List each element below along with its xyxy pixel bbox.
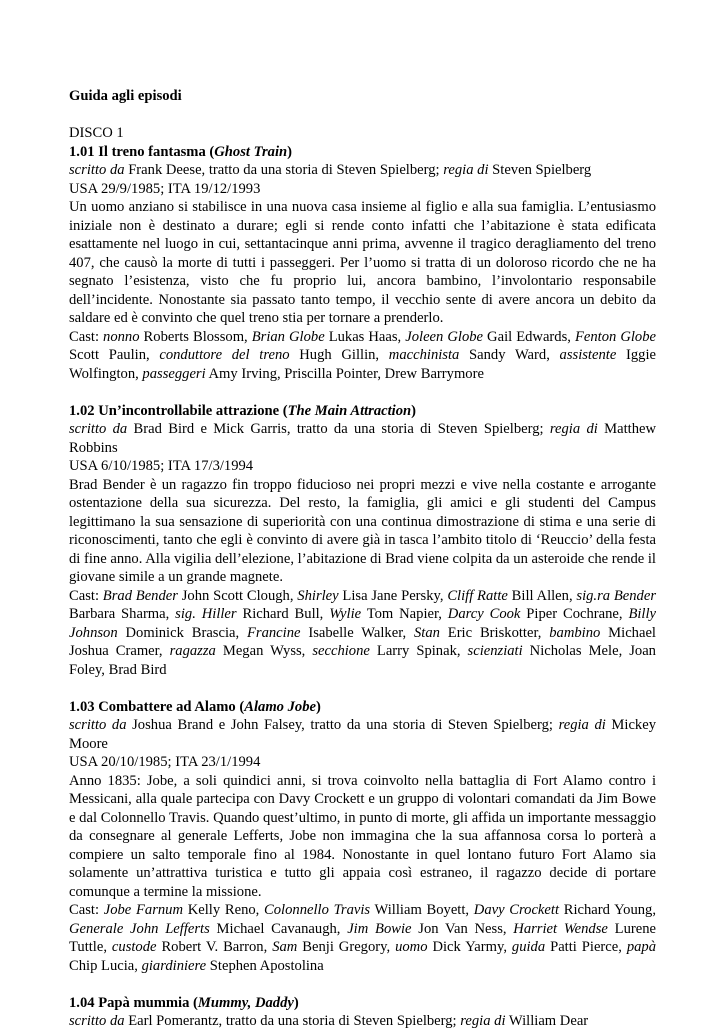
episode-title-it: 1.03 Combattere ad Alamo	[69, 698, 236, 715]
role-name: Joleen Globe	[405, 328, 484, 345]
text-run: Lurene Tuttle,	[69, 920, 656, 955]
role-name: Fenton Globe	[574, 328, 656, 345]
text-run: Megan Wyss,	[215, 643, 313, 659]
episode-cast	[69, 328, 656, 384]
role-name: Colonnello Travis	[264, 902, 371, 918]
role-name: scritto da	[69, 421, 128, 437]
spacer	[69, 975, 656, 994]
role-name: conduttore del treno	[159, 347, 290, 363]
text-run: Tom Napier,	[361, 606, 448, 622]
episode-title	[69, 143, 656, 162]
role-name: scritto da	[69, 1013, 125, 1029]
role-name: regia di	[558, 717, 606, 733]
text-run: Isabelle Walker,	[300, 624, 414, 641]
text-run: Frank Deese, tratto da una storia di Steven Spielberg;	[124, 162, 444, 178]
role-name: Jim Bowie	[347, 920, 412, 937]
paren: )	[411, 402, 417, 419]
text-run: Robert V. Barron,	[156, 939, 273, 955]
role-name: Stan	[413, 624, 440, 641]
text-run: Barbara Sharma,	[69, 606, 176, 622]
text-run: Cast:	[69, 902, 104, 918]
episode-title-it: 1.01 Il treno fantasma	[69, 143, 206, 160]
episode-title-original: Mummy, Daddy	[197, 994, 294, 1011]
text-run: Matthew Robbins	[69, 421, 657, 456]
episode-block	[69, 679, 656, 975]
text-run: Larry Spinak,	[369, 643, 468, 659]
episode-synopsis: Brad Bender è un ragazzo fin troppo fiducioso nei propri mezzi e vive nella costante e arrogante ostentazione della sua sicurezza. Del resto, la famiglia, gli amici e gli studenti del Campus legittimano la sua sensazione di superiorità con una continua dimostrazione di stima e una serie di riconoscimenti, tanto che egli è convinto di avere già in tasca l’ambito titolo di ‘Reuccio’ della festa di fine anno. Alla vigilia dell’elezione, l’abitazione di Brad viene colpita da un asteroide che rende il giovane simile a un grande magnete.	[69, 476, 656, 585]
paren: (	[235, 698, 245, 715]
text-run: Hugh Gillin,	[289, 347, 389, 363]
role-name: Generale John Lefferts	[69, 920, 210, 937]
text-run: Patti Pierce,	[545, 939, 627, 955]
role-name: Wylie	[329, 606, 362, 622]
text-run: Roberts Blossom,	[139, 328, 252, 345]
role-name: giardiniere	[141, 957, 207, 974]
text-run: Nicholas Mele, Joan Foley, Brad Bird	[69, 643, 656, 678]
text-run: Bill Allen,	[507, 587, 577, 604]
episode-title-it: 1.04 Papà mummia	[69, 994, 190, 1011]
spacer	[69, 383, 656, 402]
text-run: Amy Irving, Priscilla Pointer, Drew Barrymore	[205, 365, 484, 382]
text-run: Benji Gregory,	[297, 939, 396, 955]
spacer	[69, 106, 656, 125]
role-name: scienziati	[467, 643, 523, 659]
episode-list	[69, 143, 656, 1031]
text-run: Scott Paulin,	[69, 347, 160, 363]
role-name: Brad Bender	[102, 587, 178, 604]
role-name: regia di	[460, 1013, 506, 1029]
episode-cast	[69, 587, 656, 680]
paren: (	[205, 143, 215, 160]
text-run: Dominick Brascia,	[117, 624, 247, 641]
episode-airdates: USA 20/10/1985; ITA 23/1/1994	[69, 754, 261, 770]
role-name: regia di	[443, 162, 489, 178]
role-name: sig.ra Bender	[576, 587, 656, 604]
page-heading: Guida agli episodi	[69, 88, 182, 104]
role-name: assistente	[559, 347, 617, 363]
role-name: passeggeri	[142, 365, 206, 382]
text-run: Sandy Ward,	[459, 347, 560, 363]
episode-synopsis: Anno 1835: Jobe, a soli quindici anni, si trova coinvolto nella battaglia di Fort Alamo contro i Messicani, alla quale partecipa con Davy Crockett e un gruppo di volontari comandati da Jim Bowe e dal Colonnello Travis. Quando quest’ultimo, in punto di morte, gli affida un importante messaggio da consegnare al generale Lefferts, Jobe non immagina che la sua affannosa corsa lo porterà a compiere un salto temporale fino al 1984. Nonostante in quel lontano futuro Fort Alamo sia solamente un’attrattiva turistica e tutto gli appaia così estraneo, il ragazzo decide di portare comunque a termine la missione.	[69, 772, 656, 900]
text-run: Earl Pomerantz, tratto da una storia di Steven Spielberg;	[124, 1013, 461, 1029]
text-run: Brad Bird e Mick Garris, tratto da una storia di Steven Spielberg;	[127, 421, 550, 437]
text-run: Cast:	[69, 587, 103, 604]
text-run: Richard Young,	[559, 902, 656, 918]
episode-credits	[69, 716, 656, 753]
episode-title-it: 1.02 Un’incontrollabile attrazione	[69, 402, 280, 419]
role-name: scritto da	[69, 162, 125, 178]
role-name: Sam	[272, 939, 298, 955]
episode-credits	[69, 420, 656, 457]
episode-block	[69, 975, 656, 1031]
paren: )	[287, 143, 292, 160]
role-name: sig. Hiller	[175, 606, 237, 622]
episode-title	[69, 698, 656, 717]
text-run: William Dear	[505, 1013, 589, 1029]
role-name: uomo	[395, 939, 428, 955]
role-name: papà	[626, 939, 657, 955]
episode-block	[69, 383, 656, 679]
text-run: Richard Bull,	[236, 606, 330, 622]
role-name: macchinista	[388, 347, 460, 363]
role-name: bambino	[549, 624, 601, 641]
text-run: John Scott Clough,	[177, 587, 298, 604]
role-name: custode	[111, 939, 157, 955]
role-name: Francine	[246, 624, 301, 641]
paren: )	[293, 994, 299, 1011]
text-run: Jon Van Ness,	[411, 920, 514, 937]
text-run: William Boyett,	[370, 902, 474, 918]
role-name: nonno	[103, 328, 140, 345]
role-name: ragazza	[169, 643, 216, 659]
episode-airdates: USA 6/10/1985; ITA 17/3/1994	[69, 458, 254, 474]
text-run: Gail Edwards,	[483, 328, 575, 345]
text-run: Steven Spielberg	[488, 162, 592, 178]
text-run: Chip Lucia,	[69, 957, 142, 974]
paren: (	[189, 994, 198, 1011]
text-run: Michael Cavanaugh,	[209, 920, 348, 937]
disc-label: DISCO 1	[69, 125, 124, 141]
episode-credits	[69, 161, 656, 180]
text-run: Michael Joshua Cramer,	[69, 624, 656, 659]
role-name: Brian Globe	[251, 328, 325, 345]
episode-synopsis: Un uomo anziano si stabilisce in una nuova casa insieme al figlio e alla sua famiglia. L’entusiasmo iniziale non è destinato a durare; egli si rende conto infatti che l’abitazione è stata edificata esattamente nel luogo in cui, settantacinque anni prima, avvenne il tragico deragliamento del treno 407, che causò la morte di tutti i passeggeri. Per l’uomo si tratta di un doloroso ricordo che ne ha segnato l’esistenza, visto che fu proprio lui, ancora bambino, l’involontario responsabile dell’incidente. Nonostante sia passato tanto tempo, il vecchio sente di avere ancora un debito da saldare ed è convinto che quel treno stia per tornare a prenderlo.	[69, 199, 656, 326]
role-name: scritto da	[69, 717, 127, 733]
text-run: Cast:	[69, 328, 104, 345]
episode-title	[69, 402, 656, 421]
episode-title-original: The Main Attraction	[287, 402, 412, 419]
paren: )	[316, 698, 321, 715]
text-run: Lukas Haas,	[324, 328, 406, 345]
episode-title-original: Alamo Jobe	[244, 698, 317, 715]
text-run: Stephen Apostolina	[206, 957, 324, 974]
text-run: Eric Briskotter,	[439, 624, 550, 641]
role-name: Harriet Wendse	[513, 920, 608, 937]
role-name: regia di	[549, 421, 598, 437]
episode-title-original: Ghost Train	[214, 143, 288, 160]
role-name: secchione	[312, 643, 370, 659]
episode-credits	[69, 1012, 656, 1031]
text-run: Piper Cochrane,	[520, 606, 629, 622]
role-name: Davy Crockett	[473, 902, 559, 918]
role-name: Shirley	[297, 587, 339, 604]
episode-block	[69, 143, 656, 384]
text-run: Lisa Jane Persky,	[338, 587, 448, 604]
role-name: Cliff Ratte	[447, 587, 508, 604]
text-run: Dick Yarmy,	[427, 939, 512, 955]
episode-cast	[69, 901, 656, 975]
text-run: Iggie Wolfington,	[69, 347, 657, 382]
role-name: Darcy Cook	[447, 606, 521, 622]
episode-airdates: USA 29/9/1985; ITA 19/12/1993	[69, 180, 261, 197]
spacer	[69, 679, 656, 698]
role-name: Jobe Farnum	[103, 902, 184, 918]
document-page	[69, 87, 656, 1031]
text-run: Mickey Moore	[69, 717, 657, 752]
episode-title	[69, 994, 656, 1013]
text-run: Joshua Brand e John Falsey, tratto da una storia di Steven Spielberg;	[126, 717, 559, 733]
paren: (	[279, 402, 288, 419]
role-name: Billy Johnson	[69, 606, 656, 641]
text-run: Kelly Reno,	[183, 902, 265, 918]
role-name: guida	[511, 939, 546, 955]
